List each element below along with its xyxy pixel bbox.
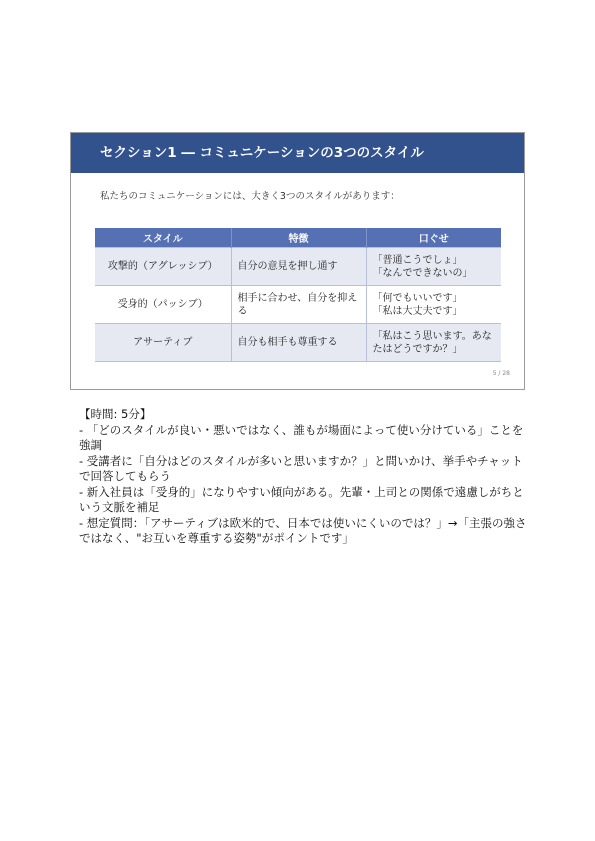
slide-intro-text: 私たちのコミュニケーションには、大きく3つのスタイルがあります： [100, 191, 400, 202]
styles-table [95, 228, 501, 362]
phrase-line: 「私はこう思います。あなたはどうですか？」 [372, 330, 492, 355]
speaker-notes [79, 407, 529, 547]
header-phrase: 口ぐせ [366, 228, 501, 248]
table-row [95, 248, 501, 286]
phrase-line: 「なんでできないの」 [372, 267, 473, 279]
style-cell: 受身的（パッシブ） [95, 286, 231, 324]
feature-cell: 相手に合わせ、自分を抑える [231, 286, 366, 324]
phrase-line: 「私は大丈夫です」 [372, 305, 463, 317]
phrase-cell [366, 248, 501, 286]
slide-thumbnail [70, 132, 525, 390]
table-row [95, 286, 501, 324]
header-style: スタイル [95, 228, 231, 248]
notes-line: - 想定質問：「アサーティブは欧米的で、日本では使いにくいのでは？」→「主張の強さではなく、"お互いを尊重する姿勢"がポイントです」 [79, 515, 527, 545]
notes-line: - 「どのスタイルが良い・悪いではなく、誰もが場面によって使い分けている」ことを強調 [79, 422, 524, 452]
feature-cell: 自分の意見を押し通す [231, 248, 366, 286]
notes-line: - 受講者に「自分はどのスタイルが多いと思いますか？」と問いかけ、挙手やチャットで回答してもらう [79, 453, 523, 483]
slide-title: セクション1 ― コミュニケーションの3つのスタイル [71, 133, 524, 173]
style-cell: 攻撃的（アグレッシブ） [95, 248, 231, 286]
phrase-cell [366, 286, 501, 324]
feature-cell: 自分も相手も尊重する [231, 324, 366, 362]
notes-heading: 【時間: 5分】 [79, 407, 152, 421]
notes-line: - 新入社員は「受身的」になりやすい傾向がある。先輩・上司との関係で遠慮しがちという文脈を補足 [79, 484, 524, 514]
style-cell: アサーティブ [95, 324, 231, 362]
page-number: 5 / 28 [492, 370, 510, 377]
phrase-line: 「普通こうでしょ」 [372, 254, 463, 266]
table-row [95, 324, 501, 362]
phrase-cell [366, 324, 501, 362]
phrase-line: 「何でもいいです」 [372, 292, 463, 304]
header-feature: 特徴 [231, 228, 366, 248]
